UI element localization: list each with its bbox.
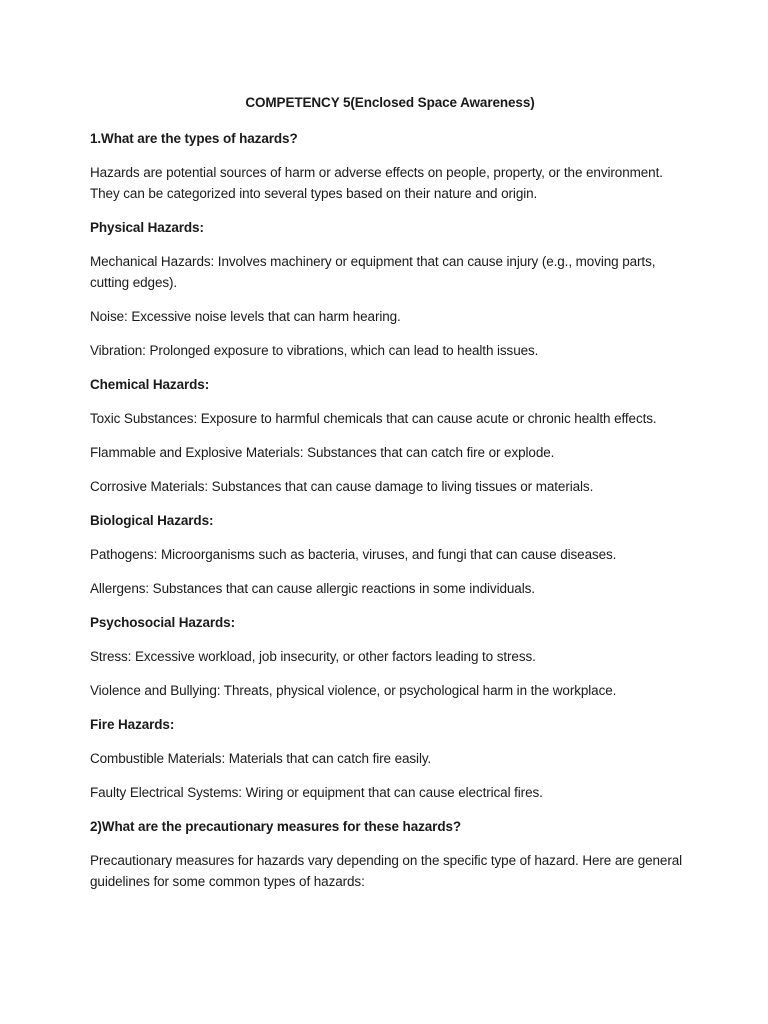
paragraph-pathogens: Pathogens: Microorganisms such as bacteria, viruses, and fungi that can cause diseases. — [90, 547, 617, 562]
section-heading-chemical: Chemical Hazards: — [90, 377, 210, 392]
paragraph-stress: Stress: Excessive workload, job insecurity, or other factors leading to stress. — [90, 649, 536, 664]
intro-paragraph: Hazards are potential sources of harm or adverse effects on people, property, or the environment. They can be categorized into several types based on their nature and origin. — [90, 165, 663, 201]
section-heading-psychosocial: Psychosocial Hazards: — [90, 615, 235, 630]
question-heading-2: 2)What are the precautionary measures for these hazards? — [90, 819, 462, 834]
document-title: COMPETENCY 5(Enclosed Space Awareness) — [245, 95, 535, 110]
paragraph-corrosive: Corrosive Materials: Substances that can cause damage to living tissues or materials. — [90, 479, 594, 494]
section-heading-biological: Biological Hazards: — [90, 513, 214, 528]
paragraph-noise: Noise: Excessive noise levels that can harm hearing. — [90, 309, 401, 324]
section-heading-physical: Physical Hazards: — [90, 220, 204, 235]
paragraph-precautionary: Precautionary measures for hazards vary depending on the specific type of hazard. Here are general guidelines for some common types of hazards: — [90, 853, 683, 889]
paragraph-vibration: Vibration: Prolonged exposure to vibrations, which can lead to health issues. — [90, 343, 539, 358]
paragraph-toxic: Toxic Substances: Exposure to harmful chemicals that can cause acute or chronic health effects. — [90, 411, 657, 426]
paragraph-violence: Violence and Bullying: Threats, physical violence, or psychological harm in the workplace. — [90, 683, 617, 698]
question-heading-1: 1.What are the types of hazards? — [90, 131, 298, 146]
paragraph-flammable: Flammable and Explosive Materials: Substances that can catch fire or explode. — [90, 445, 555, 460]
paragraph-combustible: Combustible Materials: Materials that can catch fire easily. — [90, 751, 432, 766]
section-heading-fire: Fire Hazards: — [90, 717, 175, 732]
paragraph-mechanical: Mechanical Hazards: Involves machinery or equipment that can cause injury (e.g., moving parts, cutting edges). — [90, 254, 656, 290]
document-body — [90, 93, 690, 905]
paragraph-electrical: Faulty Electrical Systems: Wiring or equipment that can cause electrical fires. — [90, 785, 543, 800]
paragraph-allergens: Allergens: Substances that can cause allergic reactions in some individuals. — [90, 581, 535, 596]
